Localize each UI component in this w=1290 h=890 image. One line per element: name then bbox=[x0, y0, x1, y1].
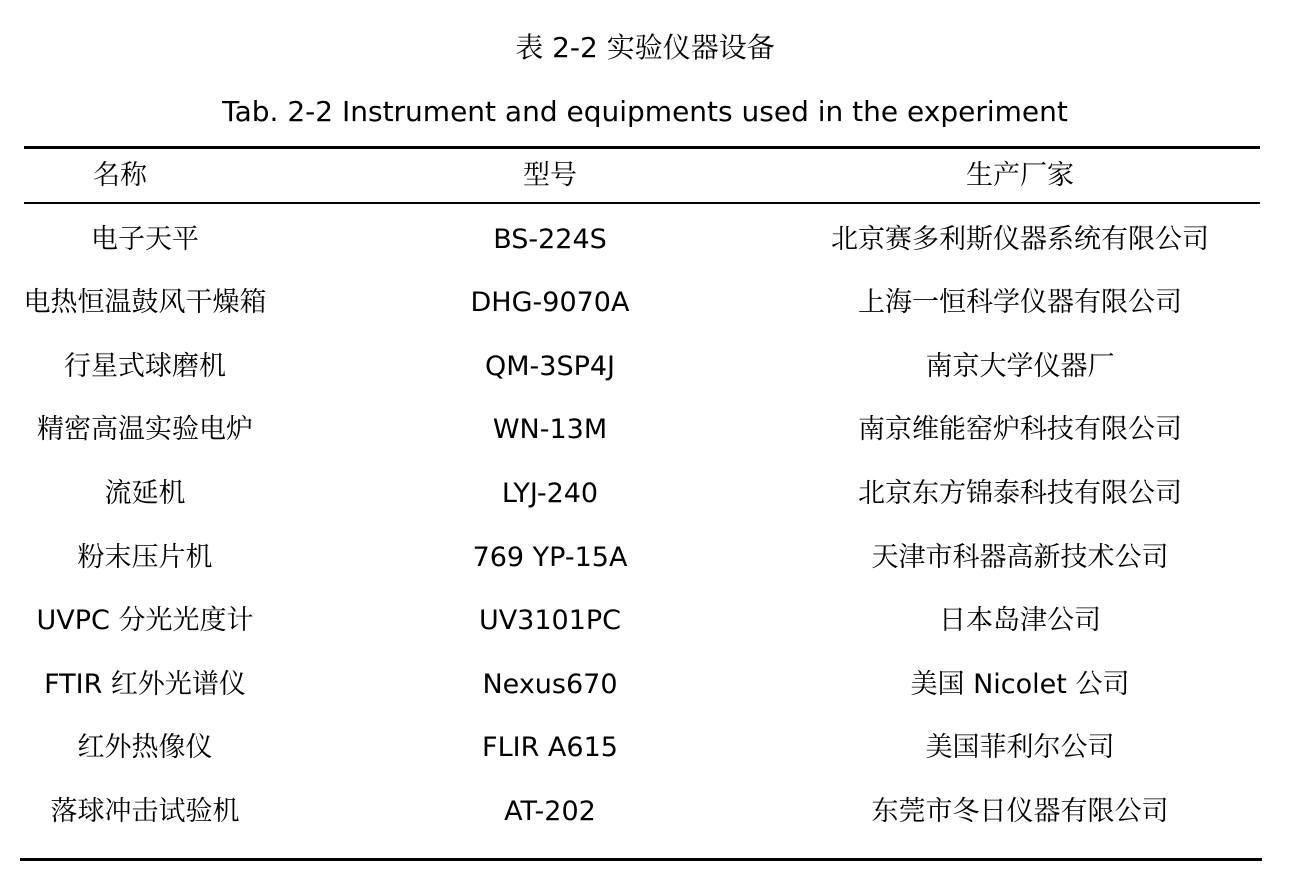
instrument-name: UVPC 分光光度计 bbox=[36, 605, 254, 636]
table-row bbox=[0, 347, 1290, 387]
instrument-name: FTIR 红外光谱仪 bbox=[44, 669, 246, 700]
instrument-name: 电热恒温鼓风干燥箱 bbox=[23, 287, 267, 318]
instrument-model: LYJ-240 bbox=[501, 478, 599, 509]
instrument-name: 落球冲击试验机 bbox=[50, 796, 240, 827]
instrument-model: BS-224S bbox=[493, 224, 607, 255]
instrument-manufacturer: 南京大学仪器厂 bbox=[925, 351, 1115, 382]
instrument-model: QM-3SP4J bbox=[484, 351, 616, 382]
table-caption-chinese: 表 2-2 实验仪器设备 bbox=[515, 31, 775, 64]
table-row bbox=[0, 220, 1290, 260]
header-manufacturer: 生产厂家 bbox=[966, 160, 1074, 191]
instrument-model: DHG-9070A bbox=[470, 287, 630, 318]
table-row bbox=[0, 410, 1290, 450]
instrument-name: 红外热像仪 bbox=[77, 732, 213, 763]
instrument-manufacturer: 上海一恒科学仪器有限公司 bbox=[858, 287, 1182, 318]
instrument-manufacturer: 东莞市冬日仪器有限公司 bbox=[871, 796, 1169, 827]
table-row bbox=[0, 792, 1290, 832]
header-name: 名称 bbox=[93, 160, 147, 191]
table-header-row bbox=[0, 156, 1290, 196]
instrument-manufacturer: 北京赛多利斯仪器系统有限公司 bbox=[831, 224, 1209, 255]
instrument-model: FLIR A615 bbox=[482, 732, 618, 763]
instrument-manufacturer: 日本岛津公司 bbox=[939, 605, 1101, 636]
table-caption-english: Tab. 2-2 Instrument and equipments used in the experiment bbox=[222, 95, 1068, 128]
table-row bbox=[0, 601, 1290, 641]
instrument-model: Nexus670 bbox=[482, 669, 618, 700]
table-row bbox=[0, 283, 1290, 323]
instrument-manufacturer: 南京维能窑炉科技有限公司 bbox=[858, 414, 1182, 445]
table-row bbox=[0, 728, 1290, 768]
instrument-model: 769 YP-15A bbox=[472, 542, 628, 573]
table-bottom-rule bbox=[20, 858, 1262, 861]
instrument-name: 电子天平 bbox=[91, 224, 199, 255]
instrument-name: 精密高温实验电炉 bbox=[37, 414, 253, 445]
instrument-manufacturer: 北京东方锦泰科技有限公司 bbox=[858, 478, 1182, 509]
header-model: 型号 bbox=[523, 160, 577, 191]
table-row bbox=[0, 538, 1290, 578]
instrument-name: 粉末压片机 bbox=[77, 542, 213, 573]
instrument-model: UV3101PC bbox=[478, 605, 622, 636]
instrument-manufacturer: 天津市科器高新技术公司 bbox=[871, 542, 1169, 573]
table-row bbox=[0, 474, 1290, 514]
instrument-model: WN-13M bbox=[492, 414, 608, 445]
table-header-rule bbox=[24, 202, 1260, 204]
table-top-rule bbox=[24, 146, 1260, 149]
instrument-name: 行星式球磨机 bbox=[64, 351, 226, 382]
instrument-manufacturer: 美国菲利尔公司 bbox=[925, 732, 1115, 763]
table-row bbox=[0, 665, 1290, 705]
instrument-name: 流延机 bbox=[104, 478, 186, 509]
instrument-model: AT-202 bbox=[504, 796, 596, 827]
instrument-manufacturer: 美国 Nicolet 公司 bbox=[910, 669, 1130, 700]
